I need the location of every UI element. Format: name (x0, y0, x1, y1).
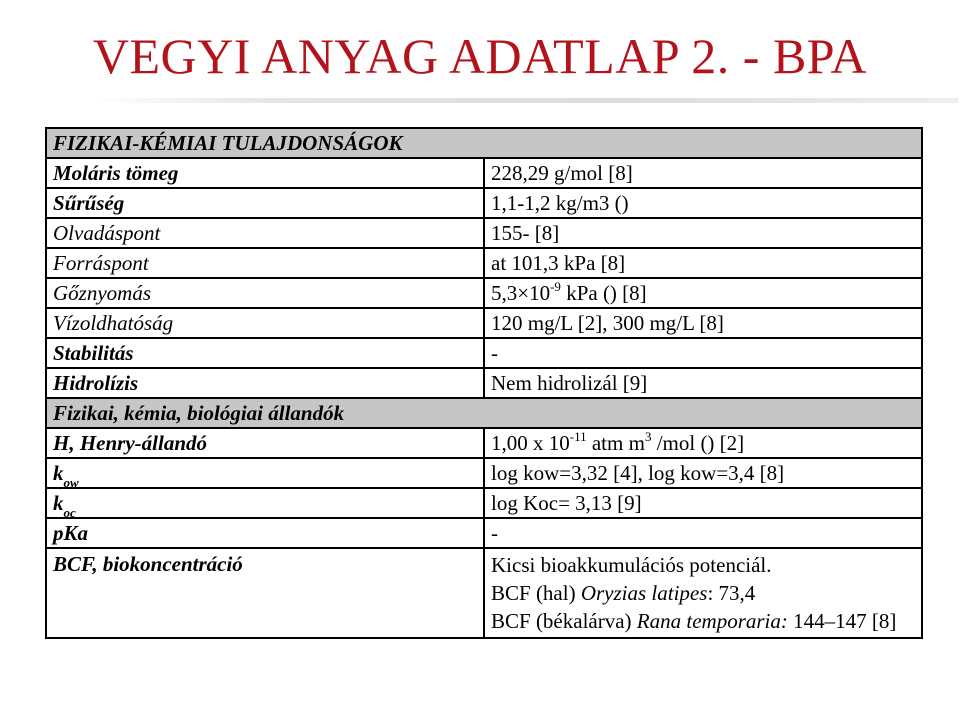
title-divider (92, 98, 958, 103)
vp-unit: kPa () [8] (560, 281, 647, 305)
label-molar-mass: Moláris tömeg (46, 158, 484, 188)
bcf-line-1: Kicsi bioakkumulációs potenciál. (491, 553, 772, 577)
value-bcf (484, 548, 922, 638)
table-row (46, 458, 922, 488)
bcf-fish-value: : 73,4 (707, 581, 756, 605)
table-row (46, 368, 922, 398)
section-header-row (46, 128, 922, 158)
label-bcf: BCF, biokoncentráció (46, 548, 484, 638)
label-henry-constant: H, Henry-állandó (46, 428, 484, 458)
section-header-row (46, 398, 922, 428)
value-water-solubility: 120 mg/L [2], 300 mg/L [8] (484, 308, 922, 338)
henry-exponent: -11 (569, 429, 587, 444)
table-row (46, 548, 922, 638)
table-row (46, 158, 922, 188)
value-henry-constant (484, 428, 922, 458)
bcf-line-3 (491, 607, 915, 635)
bcf-tadpole-species: Rana temporaria: (636, 609, 788, 633)
table-row (46, 518, 922, 548)
slide-title: VEGYI ANYAG ADATLAP 2. - BPA (92, 28, 868, 84)
table-row (46, 338, 922, 368)
bcf-fish-species: Oryzias latipes (580, 581, 708, 605)
kow-subscript: ow (63, 475, 79, 490)
kow-symbol: k (53, 461, 64, 485)
label-water-solubility: Vízoldhatóság (46, 308, 484, 338)
table-row (46, 248, 922, 278)
value-boiling-point: at 101,3 kPa [8] (484, 248, 922, 278)
bcf-tadpole-value: 144–147 [8] (787, 609, 897, 633)
bcf-line-2 (491, 579, 915, 607)
table-row (46, 278, 922, 308)
value-vapor-pressure (484, 278, 922, 308)
vp-exponent: -9 (550, 279, 561, 294)
bcf-fish-prefix: BCF (hal) (491, 581, 581, 605)
value-hydrolysis: Nem hidrolizál [9] (484, 368, 922, 398)
properties-table (45, 127, 923, 639)
label-hydrolysis: Hidrolízis (46, 368, 484, 398)
label-boiling-point: Forráspont (46, 248, 484, 278)
henry-unit-power: 3 (644, 429, 652, 444)
label-kow (46, 458, 484, 488)
section-header-constants: Fizikai, kémia, biológiai állandók (46, 398, 922, 428)
henry-unit-b: /mol () [2] (651, 431, 745, 455)
value-molar-mass: 228,29 g/mol [8] (484, 158, 922, 188)
bcf-tadpole-prefix: BCF (békalárva) (491, 609, 637, 633)
table-row (46, 218, 922, 248)
value-density: 1,1-1,2 kg/m3 () (484, 188, 922, 218)
henry-unit-a: atm m (586, 431, 645, 455)
value-kow: log kow=3,32 [4], log kow=3,4 [8] (484, 458, 922, 488)
vp-mantissa: 5,3×10 (491, 281, 551, 305)
koc-subscript: oc (63, 505, 76, 520)
value-pka: - (484, 518, 922, 548)
henry-mantissa: 1,00 x 10 (491, 431, 570, 455)
table-row (46, 188, 922, 218)
label-pka: pKa (46, 518, 484, 548)
table-row (46, 428, 922, 458)
value-stability: - (484, 338, 922, 368)
label-koc (46, 488, 484, 518)
value-koc: log Koc= 3,13 [9] (484, 488, 922, 518)
table-row (46, 308, 922, 338)
koc-symbol: k (53, 491, 64, 515)
label-density: Sűrűség (46, 188, 484, 218)
table-row (46, 488, 922, 518)
value-melting-point: 155- [8] (484, 218, 922, 248)
label-melting-point: Olvadáspont (46, 218, 484, 248)
label-vapor-pressure: Gőznyomás (46, 278, 484, 308)
label-stability: Stabilitás (46, 338, 484, 368)
section-header-physchem: FIZIKAI-KÉMIAI TULAJDONSÁGOK (46, 128, 922, 158)
